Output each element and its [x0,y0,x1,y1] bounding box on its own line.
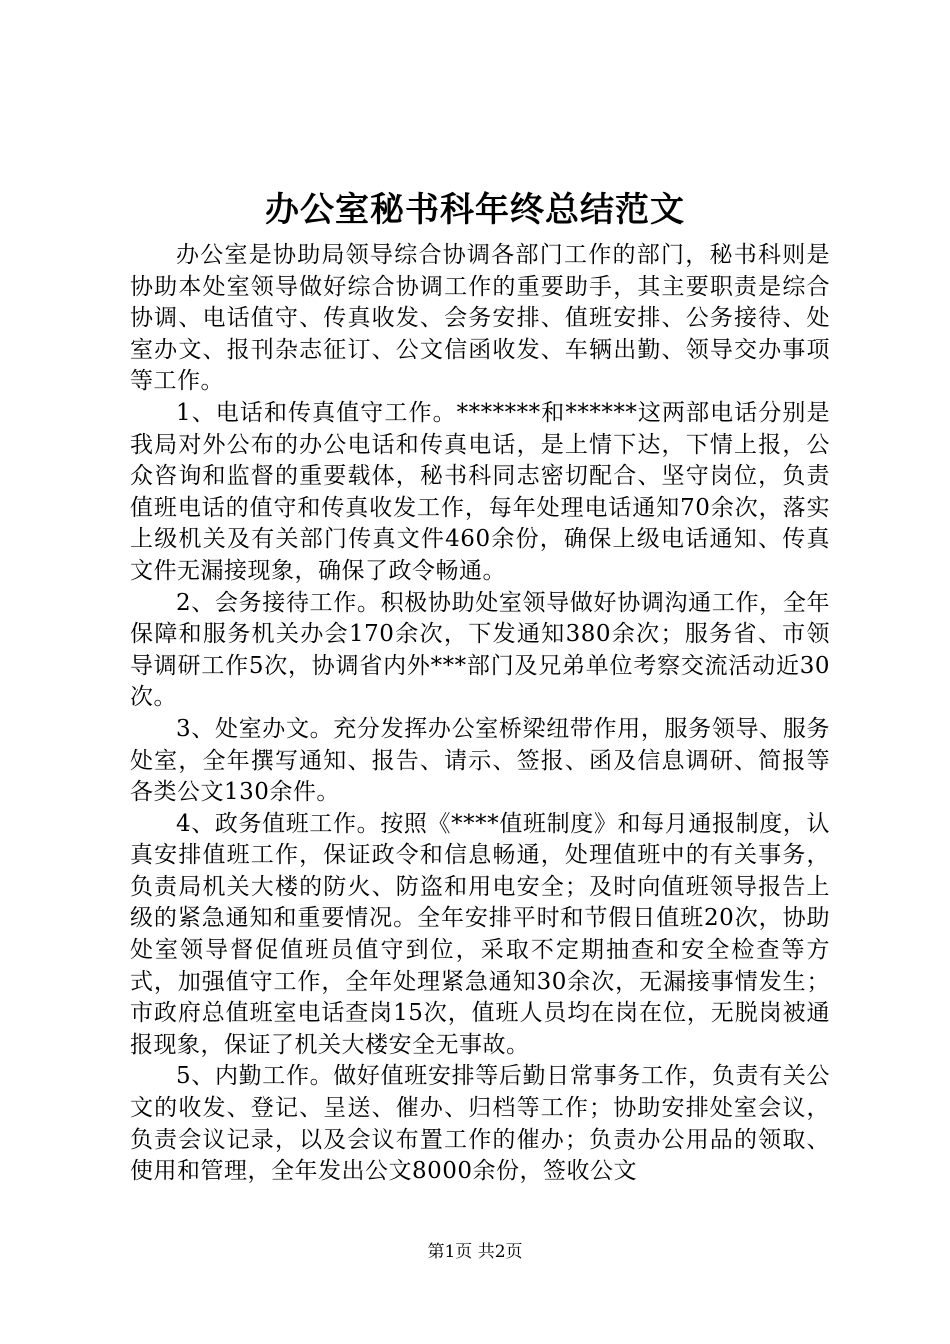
page-number-footer: 第1页 共2页 [427,1242,523,1262]
document-title: 办公室秘书科年终总结范文 [265,190,685,230]
paragraph-meetings: 2、会务接待工作。积极协助处室领导做好协调沟通工作，全年保障和服务机关办会170余次，下发通知380余次；服务省、市领导调研工作5次，协调省内外***部门及兄弟单位考察交流活动近30次。 [130,589,830,711]
paragraph-documents: 3、处室办文。充分发挥办公室桥梁纽带作用，服务领导、服务处室，全年撰写通知、报告、请示、签报、函及信息调研、简报等各类公文130余件。 [130,715,830,806]
paragraph-intro: 办公室是协助局领导综合协调各部门工作的部门，秘书科则是协助本处室领导做好综合协调工作的重要助手，其主要职责是综合协调、电话值守、传真收发、会务安排、值班安排、公务接待、处室办文、报刊杂志征订、公文信函收发、车辆出勤、领导交办事项等工作。 [130,242,830,395]
paragraph-logistics: 5、内勤工作。做好值班安排等后勤日常事务工作，负责有关公文的收发、登记、呈送、催办、归档等工作；协助安排处室会议，负责会议记录，以及会议布置工作的催办；负责办公用品的领取、使用和管理，全年发出公文8000余份，签收公文 [130,1063,830,1185]
document-body [130,240,830,1188]
paragraph-phone-fax: 1、电话和传真值守工作。*******和******这两部电话分别是我局对外公布的办公电话和传真电话，是上情下达，下情上报，公众咨询和监督的重要载体，秘书科同志密切配合、坚守岗位，负责值班电话的值守和传真收发工作，每年处理电话通知70余次，落实上级机关及有关部门传真文件460余份，确保上级电话通知、传真文件无漏接现象，确保了政令畅通。 [130,399,830,584]
paragraph-duty: 4、政务值班工作。按照《****值班制度》和每月通报制度，认真安排值班工作，保证政令和信息畅通，处理值班中的有关事务，负责局机关大楼的防火、防盗和用电安全；及时向值班领导报告上级的紧急通知和重要情况。全年安排平时和节假日值班20次，协助处室领导督促值班员值守到位，采取不定期抽查和安全检查等方式，加强值守工作，全年处理紧急通知30余次，无漏接事情发生；市政府总值班室电话查岗15次，值班人员均在岗在位，无脱岗被通报现象，保证了机关大楼安全无事故。 [130,810,830,1058]
